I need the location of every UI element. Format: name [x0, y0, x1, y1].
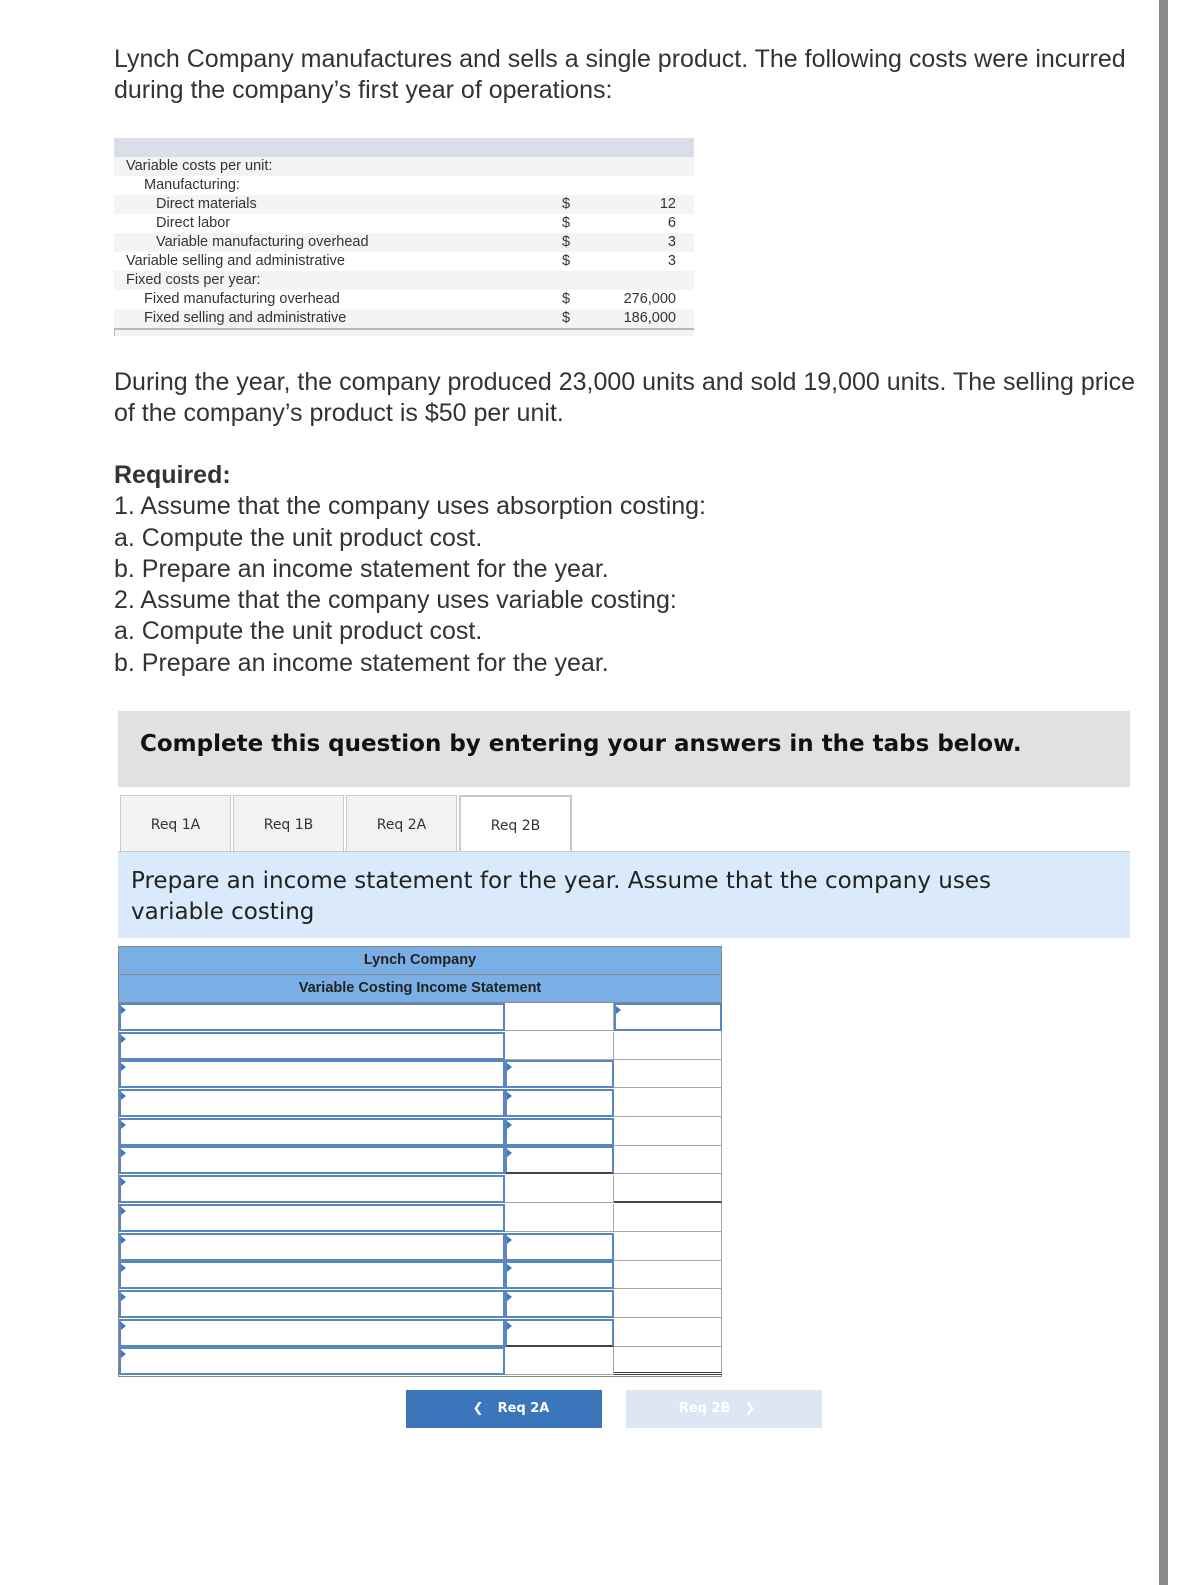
total-cell — [614, 1175, 722, 1203]
total-cell — [614, 1060, 722, 1088]
line-item-label-field[interactable] — [121, 1292, 503, 1316]
cost-table-footer — [114, 328, 694, 336]
cost-row — [114, 214, 694, 233]
income-statement — [118, 946, 722, 1377]
total-cell — [614, 1319, 722, 1347]
amount-field[interactable] — [507, 1091, 612, 1115]
tab-req-2b[interactable]: Req 2B — [459, 795, 572, 854]
cost-row — [114, 252, 694, 271]
line-item-label-field[interactable] — [121, 1034, 503, 1058]
dollar-sign: $ — [562, 291, 571, 307]
cost-table-header — [114, 138, 694, 157]
cost-value: 12 — [659, 196, 676, 212]
total-cell — [614, 1261, 722, 1289]
cost-value: 3 — [667, 234, 676, 250]
cost-label: Fixed manufacturing overhead — [144, 291, 340, 307]
amount-input[interactable] — [505, 1060, 614, 1088]
line-item-label-field[interactable] — [121, 1349, 503, 1373]
amount-field[interactable] — [507, 1321, 612, 1345]
amount-input[interactable] — [505, 1290, 614, 1318]
tab-req-1a[interactable]: Req 1A — [120, 795, 231, 852]
total-cell — [614, 1290, 722, 1318]
instructions-banner — [118, 711, 1130, 787]
statement-row — [118, 1146, 722, 1175]
line-item-label-input[interactable] — [119, 1118, 505, 1146]
amount-input[interactable] — [505, 1118, 614, 1146]
production-paragraph: During the year, the company produced 23,000 units and sold 19,000 units. The selling price of the company’s product is $50 per unit. — [114, 368, 1136, 427]
statement-row — [118, 1089, 722, 1118]
amount-input[interactable] — [505, 1089, 614, 1117]
dollar-sign: $ — [562, 196, 571, 212]
total-cell — [614, 1089, 722, 1117]
tab-instruction — [118, 852, 1130, 938]
line-item-label-field[interactable] — [121, 1005, 503, 1029]
amount-cell — [505, 1175, 614, 1203]
line-item-label-input[interactable] — [119, 1204, 505, 1232]
cost-table — [114, 138, 694, 336]
required-item: 1. Assume that the company uses absorption costing: — [114, 492, 707, 521]
line-item-label-input[interactable] — [119, 1003, 505, 1031]
required-item: a. Compute the unit product cost. — [114, 523, 483, 552]
amount-cell — [505, 1032, 614, 1060]
cost-row — [114, 233, 694, 252]
required-item: b. Prepare an income statement for the year. — [114, 648, 609, 677]
line-item-label-input[interactable] — [119, 1290, 505, 1318]
cost-label: Variable manufacturing overhead — [156, 234, 369, 250]
amount-cell — [505, 1204, 614, 1232]
statement-row — [118, 1204, 722, 1233]
line-item-label-input[interactable] — [119, 1060, 505, 1088]
chevron-right-icon: ❯ — [744, 1401, 756, 1416]
amount-field[interactable] — [507, 1263, 612, 1287]
intro-paragraph: Lynch Company manufactures and sells a single product. The following costs were incurred during the company’s first year of operations: — [114, 45, 1126, 104]
total-cell — [614, 1204, 722, 1232]
required-item: a. Compute the unit product cost. — [114, 617, 483, 646]
line-item-label-field[interactable] — [121, 1206, 503, 1230]
total-input[interactable] — [614, 1003, 722, 1031]
banner-text: Complete this question by entering your answers in the tabs below. — [140, 731, 1022, 757]
line-item-label-field[interactable] — [121, 1091, 503, 1115]
amount-field[interactable] — [507, 1062, 612, 1086]
line-item-label-field[interactable] — [121, 1148, 503, 1172]
amount-input[interactable] — [505, 1146, 614, 1174]
line-item-label-field[interactable] — [121, 1177, 503, 1201]
statement-row — [118, 1060, 722, 1089]
amount-input[interactable] — [505, 1319, 614, 1347]
scrollbar[interactable] — [1159, 0, 1168, 1585]
total-field[interactable] — [616, 1005, 720, 1029]
statement-row — [118, 1261, 722, 1290]
line-item-label-input[interactable] — [119, 1233, 505, 1261]
next-req-2b-button — [626, 1390, 822, 1428]
required-item: b. Prepare an income statement for the year. — [114, 554, 609, 583]
cost-label: Manufacturing: — [144, 177, 240, 193]
line-item-label-input[interactable] — [119, 1032, 505, 1060]
cost-value: 3 — [667, 253, 676, 269]
amount-field[interactable] — [507, 1148, 612, 1172]
cost-label: Variable costs per unit: — [126, 158, 273, 174]
line-item-label-field[interactable] — [121, 1120, 503, 1144]
line-item-label-input[interactable] — [119, 1146, 505, 1174]
line-item-label-field[interactable] — [121, 1062, 503, 1086]
line-item-label-field[interactable] — [121, 1263, 503, 1287]
amount-field[interactable] — [507, 1235, 612, 1259]
statement-row — [118, 1290, 722, 1319]
line-item-label-field[interactable] — [121, 1321, 503, 1345]
total-cell — [614, 1233, 722, 1261]
statement-title: Variable Costing Income Statement — [118, 975, 722, 1003]
required-section — [114, 460, 706, 679]
cost-value: 6 — [667, 215, 676, 231]
cost-value: 276,000 — [623, 291, 676, 307]
amount-cell — [505, 1347, 614, 1375]
amount-cell — [505, 1003, 614, 1031]
cost-row — [114, 176, 694, 195]
cost-row — [114, 157, 694, 176]
statement-row — [118, 1032, 722, 1061]
line-item-label-field[interactable] — [121, 1235, 503, 1259]
statement-row — [118, 1319, 722, 1348]
cost-label: Variable selling and administrative — [126, 253, 345, 269]
total-cell — [614, 1347, 722, 1375]
line-item-label-input[interactable] — [119, 1175, 505, 1203]
total-cell — [614, 1146, 722, 1174]
prev-button-label: Req 2A — [497, 1401, 550, 1416]
cost-row — [114, 290, 694, 309]
next-button-label: Req 2B — [678, 1401, 731, 1416]
tab-req-1b[interactable]: Req 1B — [233, 795, 344, 852]
required-item: 2. Assume that the company uses variable costing: — [114, 586, 677, 615]
line-item-label-input[interactable] — [119, 1347, 505, 1375]
statement-row — [118, 1233, 722, 1262]
amount-field[interactable] — [507, 1120, 612, 1144]
statement-row — [118, 1347, 722, 1377]
cost-label: Fixed costs per year: — [126, 272, 261, 288]
amount-input[interactable] — [505, 1233, 614, 1261]
cost-row — [114, 271, 694, 290]
cost-value: 186,000 — [623, 310, 676, 326]
dollar-sign: $ — [562, 234, 571, 250]
line-item-label-input[interactable] — [119, 1089, 505, 1117]
amount-input[interactable] — [505, 1261, 614, 1289]
line-item-label-input[interactable] — [119, 1319, 505, 1347]
cost-label: Direct materials — [156, 196, 257, 212]
statement-row — [118, 1118, 722, 1147]
cost-label: Direct labor — [156, 215, 231, 231]
required-heading: Required: — [114, 461, 231, 489]
chevron-left-icon: ❮ — [472, 1401, 484, 1416]
requirement-tabs — [118, 795, 1130, 852]
statement-row — [118, 1175, 722, 1204]
dollar-sign: $ — [562, 215, 571, 231]
total-cell — [614, 1032, 722, 1060]
cost-label: Fixed selling and administrative — [144, 310, 347, 326]
tab-req-2a[interactable]: Req 2A — [346, 795, 457, 852]
cost-row — [114, 195, 694, 214]
cost-row — [114, 309, 694, 328]
prev-req-2a-button[interactable] — [406, 1390, 602, 1428]
total-cell — [614, 1118, 722, 1146]
instruction-text: Prepare an income statement for the year. Assume that the company uses variable costing — [131, 868, 991, 925]
statement-row — [118, 1003, 722, 1032]
amount-field[interactable] — [507, 1292, 612, 1316]
line-item-label-input[interactable] — [119, 1261, 505, 1289]
statement-company: Lynch Company — [118, 946, 722, 975]
dollar-sign: $ — [562, 310, 571, 326]
dollar-sign: $ — [562, 253, 571, 269]
